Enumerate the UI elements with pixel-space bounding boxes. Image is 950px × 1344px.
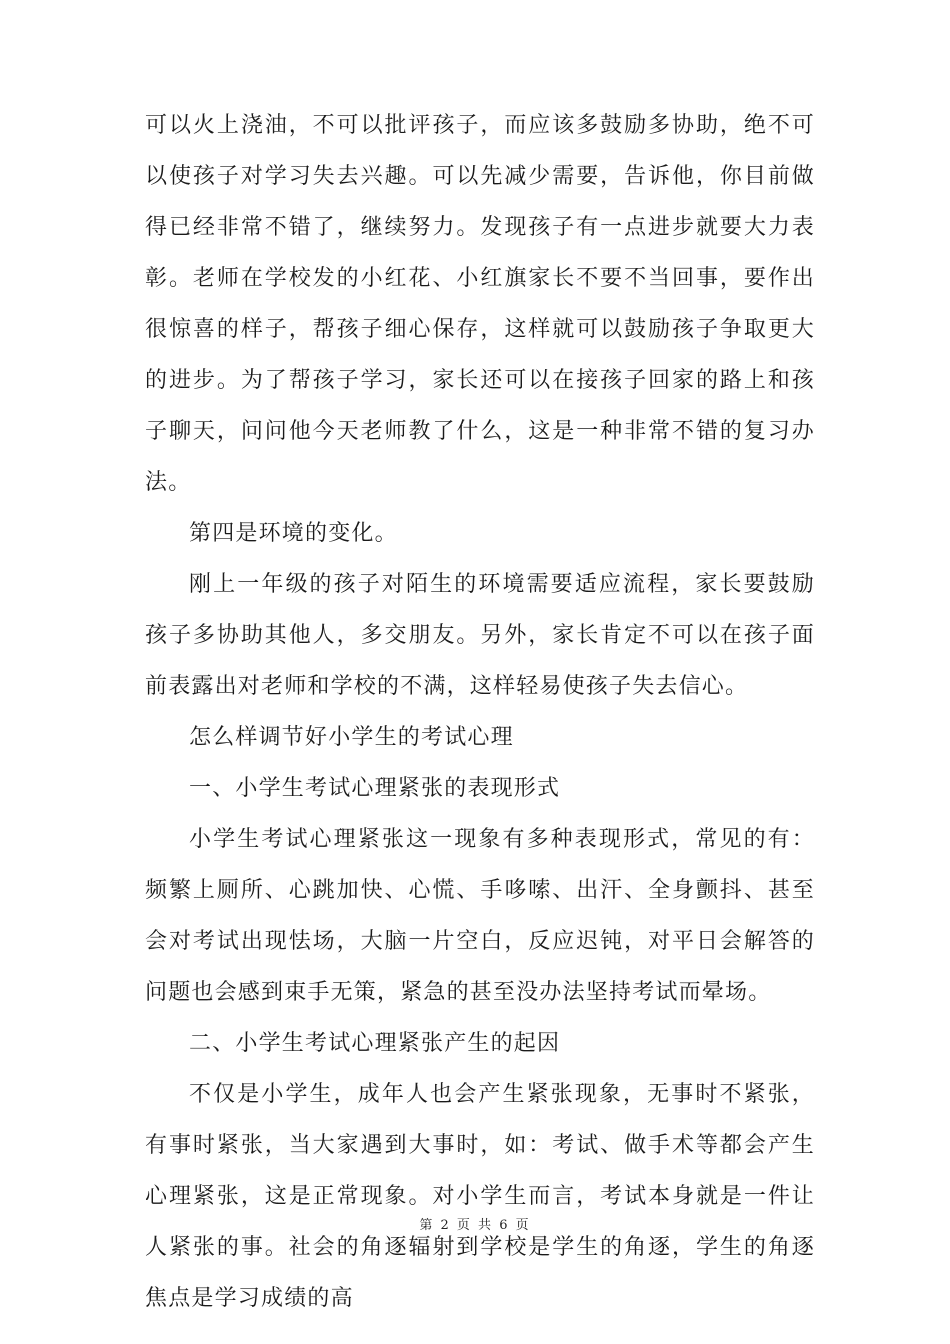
paragraph-heading-environment: 第四是环境的变化。 [189, 521, 398, 546]
subheading-2: 二、小学生考试心理紧张产生的起因 [189, 1031, 561, 1056]
paragraph-causes: 不仅是小学生，成年人也会产生紧张现象，无事时不紧张，有事时紧张，当大家遇到大事时，如：考试、做手术等都会产生心理紧张，这是正常现象。对小学生而言，考试本身就是一件让人紧张的事。社会的角逐辐射到学校是学生的角逐，学生的角逐焦点是学习成绩的高 [145, 1082, 815, 1311]
paragraph-continued: 可以火上浇油，不可以批评孩子，而应该多鼓励多协助，绝不可以使孩子对学习失去兴趣。可以先减少需要，告诉他，你目前做得已经非常不错了，继续努力。发现孩子有一点进步就要大力表彰。老师在学校发的小红花、小红旗家长不要不当回事，要作出很惊喜的样子，帮孩子细心保存，这样就可以鼓励孩子争取更大的进步。为了帮孩子学习，家长还可以在接孩子回家的路上和孩子聊天，问问他今天老师教了什么，这是一种非常不错的复习办法。 [145, 113, 815, 495]
paragraph-symptoms: 小学生考试心理紧张这一现象有多种表现形式，常见的有：频繁上厕所、心跳加快、心慌、手哆嗦、出汗、全身颤抖、甚至会对考试出现怯场，大脑一片空白，反应迟钝，对平日会解答的问题也会感到束手无策，紧急的甚至没办法坚持考试而晕场。 [145, 827, 815, 1005]
paragraph-environment: 刚上一年级的孩子对陌生的环境需要适应流程，家长要鼓励孩子多协助其他人，多交朋友。另外，家长肯定不可以在孩子面前表露出对老师和学校的不满，这样轻易使孩子失去信心。 [145, 572, 815, 699]
document-body [145, 100, 815, 1324]
section-title: 怎么样调节好小学生的考试心理 [189, 725, 514, 750]
page-footer: 第 2 页 共 6 页 [419, 1218, 531, 1233]
subheading-1: 一、小学生考试心理紧张的表现形式 [189, 776, 561, 801]
